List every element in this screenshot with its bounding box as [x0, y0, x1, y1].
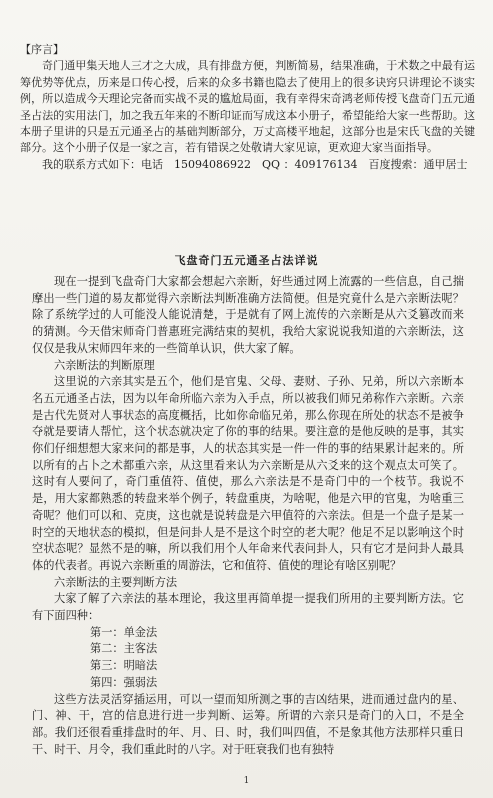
preface-paragraph: 奇门通甲集天地人三才之大成，具有排盘方便，判断简易，结果准确，于术数之中最有运筹优势等优点，历来是口传心授，后来的众多书籍也隐去了使用上的很多诀窍只讲理论不谈实例，所以造成今天理论完备而实战不灵的尴尬局面，我有幸得宋奇鸿老师传授飞盘奇门五元通圣占法的实用法门，加之我五年来的不断印证而写成这本小册子，希望能给大家一些帮助。这本册子里讲的只是五元通圣占的基础判断部分，万丈高楼平地起，这部分也是宋氏飞盘的关键部分。这个小册子仅是一家之言，若有错误之处敬请大家见谅，更欢迎大家当面指导。: [20, 59, 475, 155]
article-body: [32, 274, 464, 758]
contact-info: 我的联系方式如下：电话 15094086922 QQ ：409176134 百度搜索：通甲居士: [42, 157, 468, 171]
methods-paragraph: 大家了解了六亲法的基本理论，我这里再简单提一提我们所用的主要判断方法。它有下面四种：: [32, 592, 464, 623]
section-heading-principle: 六亲断法的判断原理: [54, 358, 155, 372]
method-item: 第三：明暗法: [90, 659, 158, 673]
preface-title: 【序言】: [20, 43, 64, 56]
method-item: 第一：单金法: [90, 625, 158, 639]
preface-section: [20, 42, 475, 173]
method-item: 第四：强弱法: [90, 675, 158, 689]
principle-paragraph: 这里说的六亲其实是五个，他们是官鬼、父母、妻财、子孙、兄弟，所以六亲断本名五元通圣占法，因为以年命所临六亲为入手点，所以被我们师兄弟称作六亲断。六亲是古代先贤对人事状态的高度概括，比如你命临兄弟，那么你现在所处的状态不是被争夺就是要请人帮忙，这个状态就决定了你的事的结果。要注意的是他反映的是事，其实你们仔细想想大家来问的都是事，人的状态其实是一件一件的事的结果累计起来的。所以所有的占卜之术都重六亲，从这里看来认为六亲断是从六爻来的这个观点太可笑了。这时有人要问了，奇门重值符、值使，那么六亲法是不是奇门中的一个枝节。我说不是，用大家都熟悉的转盘来举个例子，转盘重庚，为啥呢，他是六甲的官鬼，为啥重三奇呢？他们可以和、克庚，这也就是说转盘是六甲值符的六亲法。但是一个盘子是某一时空的天地状态的模拟，但是问卦人是不是这个时空的老大呢？他足不足以影响这个时空状态呢？显然不是的嘛，所以我们用个人年命来代表问卦人，只有它才是问卦人最具体的代表者。再说六亲断重的周游法，它和值符、值使的理论有啥区别呢？: [32, 375, 464, 572]
article-title: 飞盘奇门五元通圣占法详说: [174, 254, 319, 267]
method-item: 第二：主客法: [90, 642, 158, 656]
intro-paragraph: 现在一提到飞盘奇门大家都会想起六亲断，好些通过网上流露的一些信息，自己揣摩出一些门道的易友都觉得六亲断法判断准确方法简便。但是究竟什么是六亲断法呢？除了系统学过的人可能没人能说清楚，于是就有了网上流传的六亲断是从六爻篡改而来的猜测。今天借宋师奇门普惠班完满结束的契机，我给大家说说我知道的六亲断法，这仅仅是我从宋师四年来的一些简单认识，供大家了解。: [32, 275, 464, 355]
closing-paragraph: 这些方法灵活穿插运用，可以一望而知所测之事的吉凶结果，进而通过盘内的星、门、神、干，宫的信息进行进一步判断、运筹。所谓的六亲只是奇门的入口，不是全部。我们还很看重排盘时的年、月、日、时，我们叫四值，不是象其他方法那样只重日干、时干、月令，我们重此时的八字。对于旺衰我们也有独特: [32, 692, 464, 756]
section-heading-methods: 六亲断法的主要判断方法: [54, 575, 178, 589]
page-number: 1: [243, 776, 250, 786]
